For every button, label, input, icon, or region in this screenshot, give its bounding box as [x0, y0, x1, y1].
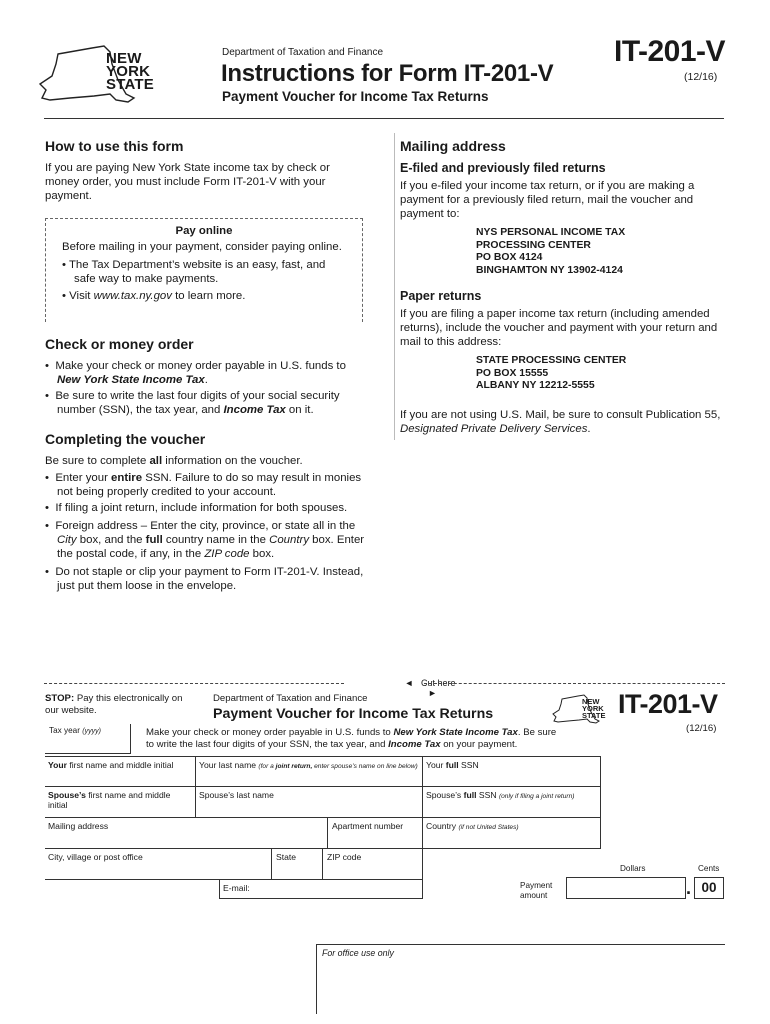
page-subtitle: Payment Voucher for Income Tax Returns — [222, 89, 489, 104]
paper-address: STATE PROCESSING CENTER PO BOX 15555 ALBANY NY 12212-5555 — [476, 355, 627, 391]
dollars-label: Dollars — [620, 864, 646, 873]
zip-field[interactable]: ZIP code — [323, 849, 423, 880]
pay-online-bullet: • Visit www.tax.ny.gov to learn more. — [62, 290, 246, 302]
paper-text: If you are filing a paper income tax return (including amended returns), include the voucher and payment with your return and mail to this address: — [400, 308, 718, 348]
mailing-address-field[interactable]: Mailing address — [45, 818, 328, 849]
pay-online-intro: Before mailing in your payment, consider paying online. — [62, 241, 342, 253]
efiled-text: If you e-filed your income tax return, or if you are making a payment for a previously filed return, mail the voucher and payment to: — [400, 180, 695, 220]
tax-year-field[interactable] — [45, 724, 131, 754]
payment-amount-label: Payment amount — [520, 881, 553, 900]
cents-label: Cents — [698, 864, 720, 873]
apartment-field[interactable]: Apartment number — [328, 818, 423, 849]
office-use-label: For office use only — [322, 948, 394, 958]
arrow-right-icon: ► — [428, 688, 437, 698]
completing-bullet: • Foreign address – Enter the city, province, or state all in the City box, and the full country name in the Country box. Enter the postal code, if any, in the ZIP code box. — [45, 520, 365, 560]
cut-here-label: ◄ Cut here ► — [404, 678, 456, 698]
spouse-ssn-field[interactable]: Spouse’s full SSN (only if filing a joint return) — [423, 787, 601, 818]
department-name: Department of Taxation and Finance — [222, 47, 384, 58]
form-revision: (12/16) — [684, 71, 718, 83]
cents-amount-field[interactable]: 00 — [694, 877, 724, 899]
header-rule — [44, 118, 724, 119]
tax-year-label: Tax year (yyyy) — [49, 726, 101, 735]
country-field[interactable]: Country (if not United States) — [423, 818, 601, 849]
completing-intro: Be sure to complete all information on the voucher. — [45, 455, 303, 467]
arrow-left-icon: ◄ — [404, 678, 414, 688]
page-title: Instructions for Form IT-201-V — [221, 60, 554, 87]
paper-heading: Paper returns — [400, 289, 482, 303]
pay-online-bullet: • The Tax Department’s website is an easy, fast, and safe way to make payments. — [62, 259, 326, 285]
office-use-box — [316, 944, 725, 1014]
decimal-point: . — [686, 878, 692, 898]
pay-online-box — [45, 218, 363, 322]
city-field[interactable]: City, village or post office — [45, 849, 272, 880]
mailing-heading: Mailing address — [400, 138, 506, 154]
voucher-revision: (12/16) — [686, 723, 717, 734]
form-number: IT-201-V — [614, 35, 726, 68]
email-field[interactable]: E-mail: — [219, 880, 423, 899]
completing-bullet: • Enter your entire SSN. Failure to do so may result in monies not being properly credited to your account. — [45, 472, 362, 498]
us-mail-note: If you are not using U.S. Mail, be sure to consult Publication 55, Designated Private Delivery Services. — [400, 409, 721, 435]
spouse-last-name-field[interactable]: Spouse’s last name — [196, 787, 423, 818]
last-name-field[interactable]: Your last name (for a joint return, enter spouse’s name on line below) — [196, 756, 423, 787]
completing-bullet: • Do not staple or clip your payment to Form IT-201-V. Instead, just put them loose in the envelope. — [45, 566, 364, 592]
check-bullet: • Make your check or money order payable in U.S. funds to New York State Income Tax. — [45, 360, 346, 386]
how-to-use-text: If you are paying New York State income tax by check or money order, you must include Form IT-201-V with your payment. — [45, 162, 330, 202]
dollars-amount-field[interactable] — [566, 877, 686, 899]
voucher-instructions: Make your check or money order payable in U.S. funds to New York State Income Tax. Be sure to write the last four digits of your SSN, the tax year, and Income Tax on your payment. — [146, 727, 557, 750]
nys-logo — [30, 42, 160, 112]
how-to-use-heading: How to use this form — [45, 138, 184, 154]
efiled-address: NYS PERSONAL INCOME TAX PROCESSING CENTER PO BOX 4124 BINGHAMTON NY 13902-4124 — [476, 227, 626, 276]
logo-wordmark: NEW YORK STATE — [106, 50, 154, 93]
website-link[interactable]: www.tax.ny.gov — [93, 290, 172, 302]
voucher-form-number: IT-201-V — [618, 689, 718, 719]
stop-note: STOP: Pay this electronically on our website. — [45, 693, 183, 716]
check-heading: Check or money order — [45, 336, 194, 352]
voucher-title: Payment Voucher for Income Tax Returns — [213, 706, 494, 722]
check-bullet: • Be sure to write the last four digits of your social security number (SSN), the tax year, and Income Tax on it. — [45, 390, 340, 416]
spouse-first-name-field[interactable]: Spouse’s first name and middle initial — [45, 787, 196, 818]
completing-bullet: • If filing a joint return, include information for both spouses. — [45, 502, 348, 514]
efiled-heading: E-filed and previously filed returns — [400, 161, 606, 175]
first-name-field[interactable]: Your first name and middle initial — [45, 756, 196, 787]
pay-online-title: Pay online — [175, 225, 233, 237]
voucher-logo: NEW YORK STATE — [548, 693, 608, 727]
completing-heading: Completing the voucher — [45, 431, 206, 447]
column-divider — [394, 133, 395, 440]
ssn-field[interactable]: Your full SSN — [423, 756, 601, 787]
voucher-department: Department of Taxation and Finance — [213, 693, 368, 704]
state-field[interactable]: State — [272, 849, 323, 880]
